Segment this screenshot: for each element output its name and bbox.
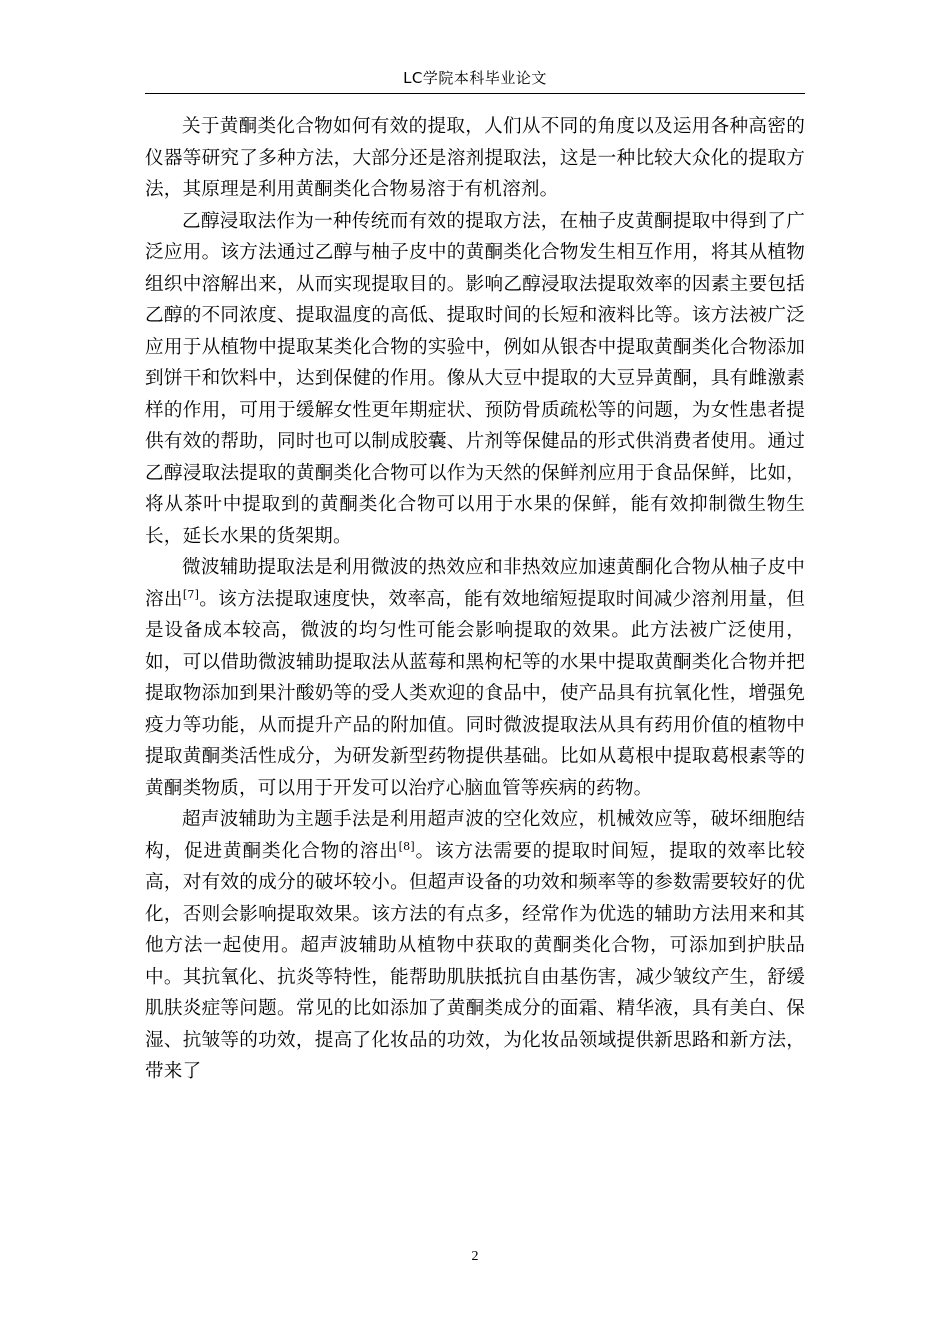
body-text (145, 111, 805, 1088)
paragraph-extraction-overview: 关于黄酮类化合物如何有效的提取，人们从不同的角度以及运用各种高密的仪器等研究了多种方法，大部分还是溶剂提取法，这是一种比较大众化的提取方法，其原理是利用黄酮类化合物易溶于有机溶剂。 (145, 116, 805, 200)
running-header: LC学院本科毕业论文 (403, 69, 547, 87)
paragraph-text: 。该方法提取速度快，效率高，能有效地缩短提取时间减少溶剂用量，但是设备成本较高，微波的均匀性可能会影响提取的效果。此方法被广泛使用，如，可以借助微波辅助提取法从蓝莓和黑枸杞等的水果中提取黄酮类化合物并把提取物添加到果汁酸奶等的受人类欢迎的食品中，使产品具有抗氧化性，增强免疫力等功能，从而提升产品的附加值。同时微波提取法从具有药用价值的植物中提取黄酮类活性成分，为研发新型药物提供基础。比如从葛根中提取葛根素等的黄酮类物质，可以用于开发可以治疗心脑血管等疾病的药物。 (145, 588, 805, 799)
citation-reference: [8] (398, 839, 415, 853)
citation-reference: [7] (182, 587, 200, 601)
paragraph-ethanol-extraction: 乙醇浸取法作为一种传统而有效的提取方法，在柚子皮黄酮提取中得到了广泛应用。该方法通过乙醇与柚子皮中的黄酮类化合物发生相互作用，将其从植物组织中溶解出来，从而实现提取目的。影响乙醇浸取法提取效率的因素主要包括乙醇的不同浓度、提取温度的高低、提取时间的长短和液料比等。该方法被广泛应用于从植物中提取某类化合物的实验中，例如从银杏中提取黄酮类化合物添加到饼干和饮料中，达到保健的作用。像从大豆中提取的大豆异黄酮，具有雌激素样的作用，可用于缓解女性更年期症状、预防骨质疏松等的问题，为女性患者提供有效的帮助，同时也可以制成胶囊、片剂等保健品的形式供消费者使用。通过乙醇浸取法提取的黄酮类化合物可以作为天然的保鲜剂应用于食品保鲜，比如，将从茶叶中提取到的黄酮类化合物可以用于水果的保鲜，能有效抑制微生物生长，延长水果的货架期。 (145, 210, 805, 547)
paragraph-microwave-extraction (145, 552, 805, 804)
paragraph-text: 微波辅助提取法是利用微波的热效应和非热效应加速黄酮化合物从柚子皮中溶出 (145, 557, 805, 610)
header-divider (145, 93, 805, 94)
page-number: 2 (471, 1249, 479, 1264)
paragraph-text: 超声波辅助为主题手法是利用超声波的空化效应，机械效应等，破坏细胞结构，促进黄酮类化合物的溶出 (145, 809, 805, 862)
paragraph-ultrasonic-extraction (145, 804, 805, 1088)
paragraph-text: 。该方法需要的提取时间短，提取的效率比较高，对有效的成分的破坏较小。但超声设备的功效和频率等的参数需要较好的优化，否则会影响提取效果。该方法的有点多，经常作为优选的辅助方法用来和其他方法一起使用。超声波辅助从植物中获取的黄酮类化合物，可添加到护肤品中。其抗氧化、抗炎等特性，能帮助肌肤抵抗自由基伤害，减少皱纹产生，舒缓肌肤炎症等问题。常见的比如添加了黄酮类成分的面霜、精华液，具有美白、保湿、抗皱等的功效，提高了化妆品的功效，为化妆品领域提供新思路和新方法，带来了 (145, 840, 805, 1082)
